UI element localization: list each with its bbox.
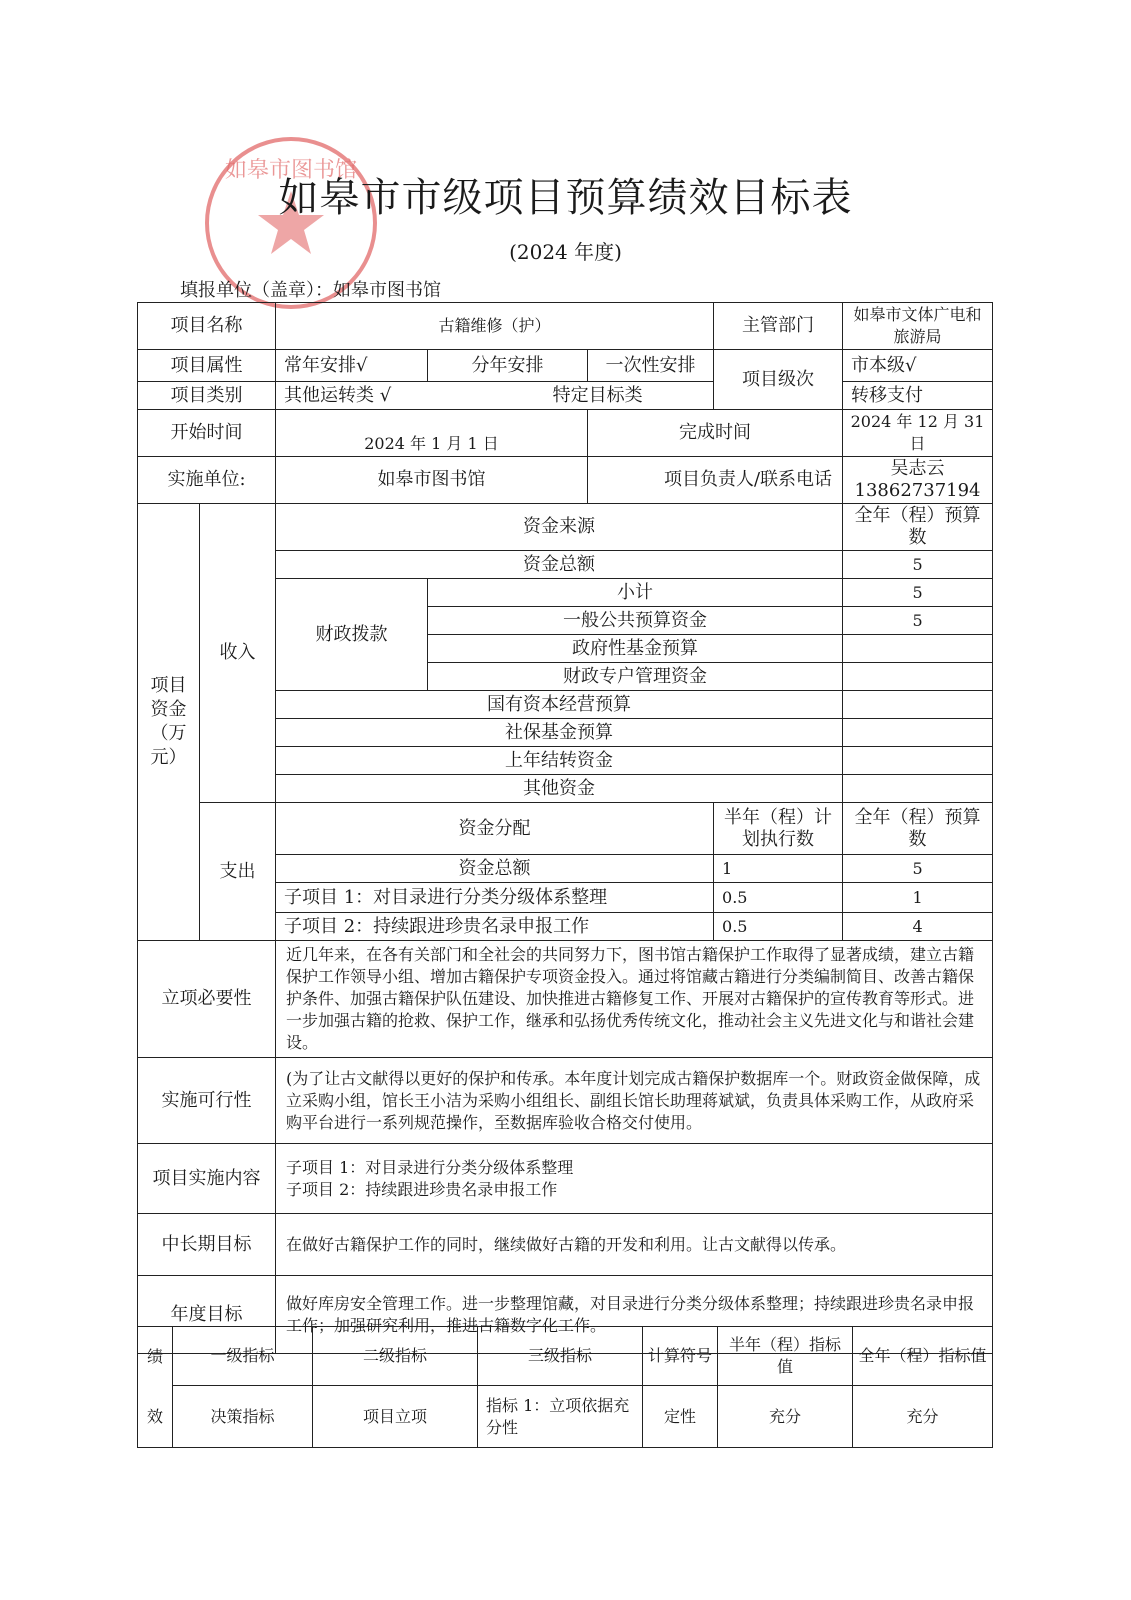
longterm-label: 中长期目标: [138, 1214, 276, 1276]
page-title: 如皋市市级项目预算绩效目标表: [278, 175, 853, 221]
carryover-value: [843, 747, 993, 775]
end-label: 完成时间: [588, 410, 843, 457]
year-subtitle: (2024 年度): [509, 240, 622, 264]
budget-table: [137, 302, 993, 1354]
level-value: 市本级√: [843, 350, 993, 382]
category-option-specific: 特定目标类: [552, 384, 643, 406]
sub2-label: 子项目 2：持续跟进珍贵名录申报工作: [276, 913, 714, 941]
metrics-side-label: [138, 1327, 173, 1448]
unit-label: 实施单位:: [138, 457, 276, 504]
half-year-header: 半年（程）计划执行数: [714, 803, 843, 855]
metrics-r1-level2: 项目立项: [313, 1386, 478, 1448]
necessity-label: 立项必要性: [138, 941, 276, 1058]
sub1-half: 0.5: [714, 883, 843, 913]
unit-value: 如皋市图书馆: [276, 457, 588, 504]
sub2-annual: 4: [843, 913, 993, 941]
contact-label: 项目负责人/联系电话: [588, 457, 843, 504]
annual-header-expense: 全年（程）预算数: [843, 803, 993, 855]
metrics-r1-level1: 决策指标: [173, 1386, 313, 1448]
dept-label: 主管部门: [714, 303, 843, 350]
expense-total-label: 资金总额: [276, 855, 714, 883]
subtotal-label: 小计: [428, 579, 843, 607]
attr-option-once: 一次性安排: [588, 350, 714, 382]
metrics-h5: 半年（程）指标值: [718, 1327, 853, 1386]
annual-goal-label: 年度目标: [138, 1276, 276, 1354]
attr-option-annual: 常年安排√: [276, 350, 428, 382]
metrics-h6: 全年（程）指标值: [853, 1327, 993, 1386]
social-fund-label: 社保基金预算: [276, 719, 843, 747]
content-line-1: 子项目 1：对目录进行分类分级体系整理: [286, 1157, 574, 1177]
feasibility-text: (为了让古文献得以更好的保护和传承。本年度计划完成古籍保护数据库一个。财政资金做保障，成立采购小组，馆长王小洁为采购小组组长、副组长馆长助理蒋斌斌，负责具体采购工作，从政府采购平台进行一系列规范操作，至数据库验收合格交付使用。: [276, 1058, 993, 1144]
source-header: 资金来源: [276, 504, 843, 551]
project-name-label: 项目名称: [138, 303, 276, 350]
income-total-value: 5: [843, 551, 993, 579]
income-total-label: 资金总额: [276, 551, 843, 579]
start-label: 开始时间: [138, 410, 276, 457]
state-capital-label: 国有资本经营预算: [276, 691, 843, 719]
metrics-table: [137, 1326, 993, 1448]
subtotal-value: 5: [843, 579, 993, 607]
metrics-r1-level3: 指标 1：立项依据充分性: [478, 1386, 643, 1448]
other-funds-value: [843, 775, 993, 803]
expense-total-annual: 5: [843, 855, 993, 883]
metrics-side-char-2: 效: [146, 1407, 163, 1426]
metrics-r1-annual: 充分: [853, 1386, 993, 1448]
level-label: 项目级次: [714, 350, 843, 410]
expense-label: 支出: [200, 803, 276, 941]
sub1-label: 子项目 1：对目录进行分类分级体系整理: [276, 883, 714, 913]
metrics-h3: 三级指标: [478, 1327, 643, 1386]
annual-budget-header: 全年（程）预算数: [843, 504, 993, 551]
category-option-operating: 其他运转类 √: [284, 384, 392, 406]
state-capital-value: [843, 691, 993, 719]
attr-label: 项目属性: [138, 350, 276, 382]
feasibility-label: 实施可行性: [138, 1058, 276, 1144]
social-fund-value: [843, 719, 993, 747]
category-options: [276, 382, 714, 410]
funds-section-label: 项目资金（万元）: [138, 504, 200, 941]
category-label: 项目类别: [138, 382, 276, 410]
content-line-2: 子项目 2：持续跟进珍贵名录申报工作: [286, 1179, 558, 1199]
contact-value: 吴志云 13862737194: [843, 457, 993, 504]
carryover-label: 上年结转资金: [276, 747, 843, 775]
metrics-h2: 二级指标: [313, 1327, 478, 1386]
special-account-value: [843, 663, 993, 691]
annual-goal-text: 做好库房安全管理工作。进一步整理馆藏，对目录进行分类分级体系整理；持续跟进珍贵名录申报工作；加强研究利用，推进古籍数字化工作。: [276, 1276, 993, 1354]
transfer-payment: 转移支付: [843, 382, 993, 410]
gov-fund-value: [843, 635, 993, 663]
general-budget-label: 一般公共预算资金: [428, 607, 843, 635]
seal-text: 如皋市图书馆: [224, 158, 358, 183]
income-label: 收入: [200, 504, 276, 803]
metrics-h1: 一级指标: [173, 1327, 313, 1386]
expense-total-half: 1: [714, 855, 843, 883]
metrics-h4: 计算符号: [643, 1327, 718, 1386]
fiscal-label: 财政拨款: [276, 579, 428, 691]
end-value: 2024 年 12 月 31 日: [843, 410, 993, 457]
gov-fund-label: 政府性基金预算: [428, 635, 843, 663]
metrics-r1-half: 充分: [718, 1386, 853, 1448]
start-value: 2024 年 1 月 1 日: [276, 410, 588, 457]
content-label: 项目实施内容: [138, 1144, 276, 1214]
sub1-annual: 1: [843, 883, 993, 913]
attr-option-multi: 分年安排: [428, 350, 588, 382]
project-name-value: 古籍维修（护）: [276, 303, 714, 350]
longterm-text: 在做好古籍保护工作的同时，继续做好古籍的开发和利用。让古文献得以传承。: [276, 1214, 993, 1276]
general-budget-value: 5: [843, 607, 993, 635]
special-account-label: 财政专户管理资金: [428, 663, 843, 691]
necessity-text: 近几年来，在各有关部门和全社会的共同努力下，图书馆古籍保护工作取得了显著成绩，建立古籍保护工作领导小组、增加古籍保护专项资金投入。通过将馆藏古籍进行分类编制简目、改善古籍保护条件、加强古籍保护队伍建设、加快推进古籍修复工作、开展对古籍保护的宣传教育等形式。进一步加强古籍的抢救、保护工作，继承和弘扬优秀传统文化，推动社会主义先进文化与和谐社会建设。: [276, 941, 993, 1058]
metrics-side-char-1: 绩: [146, 1347, 163, 1366]
metrics-r1-symbol: 定性: [643, 1386, 718, 1448]
content-text: [276, 1144, 993, 1214]
filler-unit: 填报单位（盖章）：如皋市图书馆: [180, 280, 441, 301]
alloc-header: 资金分配: [276, 803, 714, 855]
sub2-half: 0.5: [714, 913, 843, 941]
other-funds-label: 其他资金: [276, 775, 843, 803]
dept-value: 如皋市文体广电和旅游局: [843, 303, 993, 350]
